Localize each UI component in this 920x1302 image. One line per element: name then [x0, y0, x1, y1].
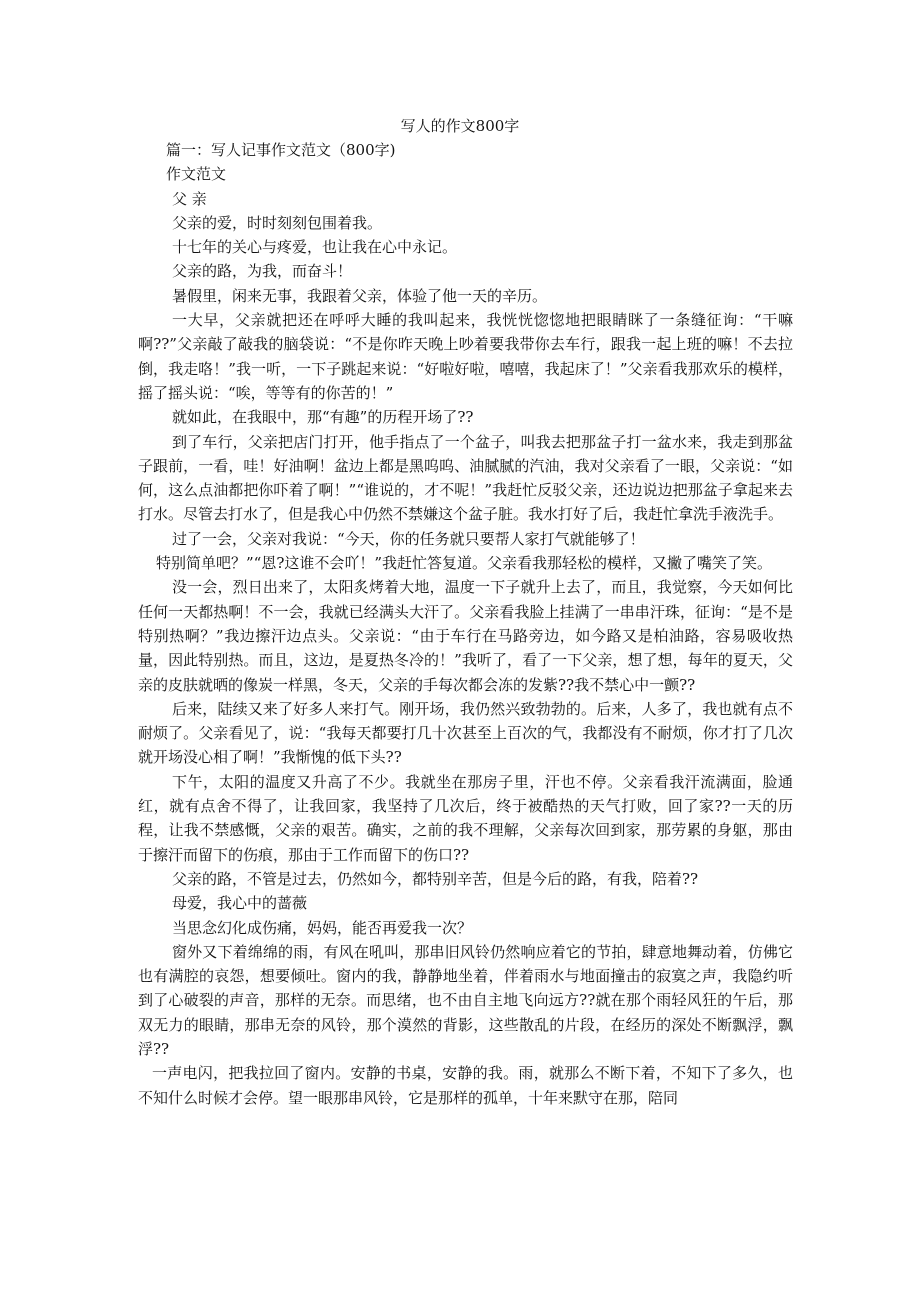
paragraph: 过了一会，父亲对我说：“今天，你的任务就只要帮人家打气就能够了！ — [172, 529, 645, 548]
paragraph: 父亲的爱，时时刻刻包围着我。 — [172, 213, 383, 232]
paragraph: 没一会，烈日出来了，太阳炙烤着大地，温度一下子就升上去了，而且，我觉察，今天如何比任何一天都热啊！不一会，我就已经满头大汗了。父亲看我脸上挂满了一串串汗珠，征询：“是不是特别热啊？”我边擦汗边点头。父亲说：“由于车行在马路旁边，如今路又是柏油路，容易吸收热量，因此特别热。而且，这边，是夏热冬冷的！”我听了，看了一下父亲，想了想，每年的夏天，父亲的皮肤就晒的像炭一样黑，冬天，父亲的手每次都会冻的发紫??我不禁心中一颤?? — [138, 578, 793, 694]
paragraph: 十七年的关心与疼爱，也让我在心中永记。 — [172, 238, 458, 257]
paragraph: 下午，太阳的温度又升高了不少。我就坐在那房子里，汗也不停。父亲看我汗流满面，脸通红，就有点舍不得了，让我回家，我坚持了几次后，终于被酷热的天气打败，回了家??一天的历程，让我不禁感慨，父亲的艰苦。确实，之前的我不理解，父亲每次回到家，那劳累的身躯，那由于擦汗而留下的伤痕，那由于工作而留下的伤口?? — [138, 772, 793, 864]
paragraph: 当思念幻化成伤痛，妈妈，能否再爱我一次？ — [172, 918, 473, 937]
subheading: 作文范文 — [166, 165, 227, 184]
paragraph: 窗外又下着绵绵的雨，有风在吼叫，那串旧风铃仍然响应着它的节拍，肆意地舞动着，仿佛它也有满腔的哀怨，想要倾吐。窗内的我，静静地坐着，伴着雨水与地面撞击的寂寞之声，我隐约听到了心破裂的声音，那样的无奈。而思绪，也不由自主地飞向远方??就在那个雨轻风狂的午后，那双无力的眼睛，那串无奈的风铃，那个漠然的背影，这些散乱的片段，在经历的深处不断飘浮，飘浮?? — [138, 942, 793, 1058]
paragraph: 到了车行，父亲把店门打开，他手指点了一个盆子，叫我去把那盆子打一盆水来，我走到那盆子跟前，一看，哇！好油啊！盆边上都是黑呜呜、油腻腻的汽油，我对父亲看了一眼，父亲说：“如何，这么点油都把你吓着了啊！”“谁说的，才不呢！”我赶忙反驳父亲，还边说边把那盆子拿起来去打水。尽管去打水了，但是我心中仍然不禁嫌这个盆子脏。我水打好了后，我赶忙拿洗手液洗手。 — [138, 432, 793, 524]
paragraph: 就如此，在我眼中，那“有趣”的历程开场了?? — [172, 408, 474, 427]
paragraph: 暑假里，闲来无事，我跟着父亲，体验了他一天的辛历。 — [172, 286, 548, 305]
document-body — [138, 138, 793, 1110]
paragraph: 特别简单吧？”“恩?这谁不会吖！”我赶忙答复道。父亲看我那轻松的模样，又撇了嘴笑了笑。 — [156, 554, 773, 573]
paragraph: 一声电闪，把我拉回了窗内。安静的书桌，安静的我。雨，就那么不断下着，不知下了多久，也不知什么时候才会停。望一眼那串风铃，它是那样的孤单，十年来默守在那，陪同 — [138, 1064, 793, 1107]
paragraph: 父亲的路，不管是过去，仍然如今，都特别辛苦，但是今后的路，有我，陪着?? — [172, 869, 699, 888]
section-heading: 篇一：写人记事作文范文（800字) — [166, 141, 396, 159]
essay-title-father: 父 亲 — [172, 189, 207, 208]
paragraph: 一大早，父亲就把还在呼呼大睡的我叫起来，我恍恍惚惚地把眼睛眯了一条缝征询：“干嘛啊??”父亲敲了敲我的脑袋说：“不是你昨天晚上吵着要我带你去车行，跟我一起上班的嘛！不去拉倒，我走咯！”我一听，一下子跳起来说：“好啦好啦，嘻嘻，我起床了！”父亲看我那欢乐的模样，摇了摇头说：“唉，等等有的你苦的！” — [138, 311, 793, 402]
paragraph: 父亲的路，为我，而奋斗！ — [172, 262, 353, 281]
paragraph: 后来，陆续又来了好多人来打气。刚开场，我仍然兴致勃勃的。后来，人多了，我也就有点不耐烦了。父亲看见了，说：“我每天都要打几十次甚至上百次的气，我都没有不耐烦，你才打了几次就开场没心相了啊！”我惭愧的低下头?? — [138, 699, 793, 767]
document-title: 写人的作文800字 — [400, 117, 520, 135]
essay-title-mother: 母爱，我心中的蔷薇 — [172, 894, 308, 913]
